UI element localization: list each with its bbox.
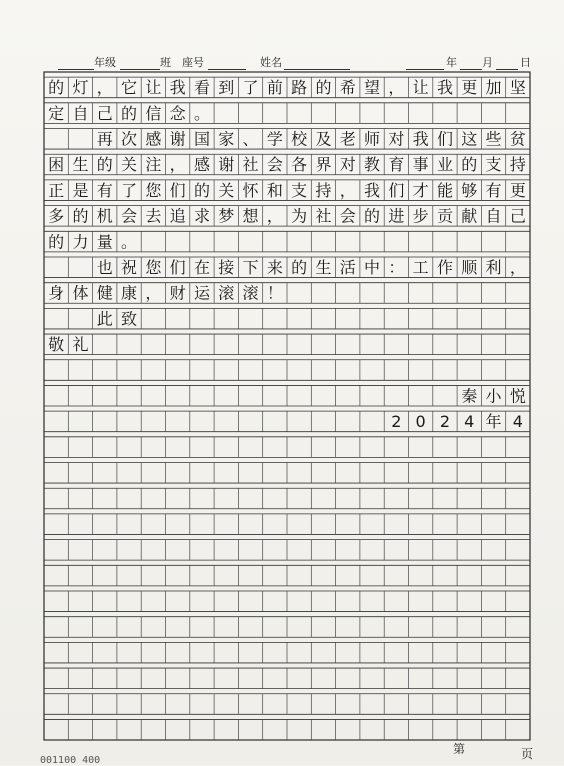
handwritten-char: 顺	[461, 258, 478, 278]
handwritten-char: 贫	[509, 129, 526, 149]
page-suffix-label: 页	[521, 747, 534, 761]
handwritten-char: 次	[121, 129, 138, 149]
handwritten-char: 让	[412, 78, 429, 98]
handwritten-char: 对	[388, 129, 405, 149]
handwritten-char: 看	[193, 78, 210, 98]
handwritten-char: ，	[388, 78, 405, 98]
handwritten-char: 怀	[242, 180, 259, 200]
handwritten-char: 2	[391, 412, 402, 432]
handwritten-char: 接	[218, 258, 235, 278]
handwritten-char: 我	[412, 129, 429, 149]
handwritten-char: 关	[121, 155, 138, 175]
handwritten-char: 更	[461, 78, 478, 98]
handwritten-char: 及	[315, 129, 332, 149]
handwritten-char: 校	[291, 129, 308, 149]
handwritten-char: 0	[415, 412, 426, 432]
day-label: 日	[520, 56, 531, 69]
handwritten-char: 4	[464, 412, 475, 432]
handwritten-char: 我	[364, 180, 381, 200]
handwritten-char: 社	[242, 155, 259, 175]
handwritten-char: 工	[412, 258, 429, 278]
handwritten-char: 财	[169, 283, 186, 303]
handwritten-char: 梦	[218, 206, 235, 226]
grade-label: 年级	[94, 56, 116, 69]
handwritten-char: 师	[364, 129, 381, 149]
handwritten-char: 家	[218, 129, 235, 149]
handwritten-char: 路	[291, 78, 308, 98]
handwritten-char: 为	[291, 206, 308, 226]
handwritten-char: 进	[388, 206, 405, 226]
handwritten-char: 我	[436, 78, 453, 98]
handwritten-char: 的	[48, 232, 65, 252]
handwritten-char: 致	[121, 309, 138, 329]
handwritten-char: 了	[242, 78, 259, 98]
handwritten-char: 步	[412, 206, 429, 226]
handwritten-char: 够	[461, 180, 478, 200]
handwritten-char: 、	[242, 129, 259, 149]
handwritten-char: 持	[315, 180, 332, 200]
handwritten-char: 己	[96, 103, 113, 123]
handwritten-char: 求	[193, 206, 210, 226]
handwritten-char: 的	[291, 258, 308, 278]
handwritten-char: 的	[193, 180, 210, 200]
handwritten-char: 。	[121, 232, 138, 252]
handwritten-char: 国	[193, 129, 210, 149]
handwritten-char: 定	[48, 103, 65, 123]
handwritten-char: 2	[439, 412, 451, 432]
handwritten-char: 滚	[218, 283, 235, 303]
handwritten-char: 望	[364, 78, 381, 98]
handwritten-char: 了	[121, 180, 138, 200]
handwritten-char: 学	[266, 129, 283, 149]
handwritten-char: 界	[315, 155, 332, 175]
handwritten-char: 们	[169, 258, 186, 278]
name-label: 姓名	[260, 56, 282, 69]
handwritten-char: 支	[485, 155, 502, 175]
handwritten-char: 利	[485, 258, 502, 278]
handwritten-char: 谢	[218, 155, 235, 175]
handwritten-char: 会	[266, 155, 283, 175]
handwritten-char: 礼	[72, 335, 89, 355]
handwritten-char: 社	[315, 206, 332, 226]
handwritten-char: 的	[364, 206, 381, 226]
handwritten-char: 更	[509, 180, 526, 200]
handwritten-char: 们	[388, 180, 405, 200]
handwritten-char: 的	[48, 78, 65, 98]
handwritten-char: 小	[485, 386, 502, 406]
handwritten-char: 活	[339, 258, 356, 278]
handwritten-char: ！	[266, 283, 283, 303]
handwritten-char: 我	[169, 78, 186, 98]
handwritten-char: ，	[339, 180, 356, 200]
handwritten-char: 才	[412, 180, 429, 200]
handwritten-char: 前	[266, 78, 283, 98]
handwritten-char: 想	[242, 206, 259, 226]
handwritten-char: 的	[315, 78, 332, 98]
handwritten-char: 祝	[121, 258, 138, 278]
handwritten-char: 有	[96, 180, 113, 200]
handwritten-char: 些	[485, 129, 502, 149]
handwritten-char: 关	[218, 180, 235, 200]
handwritten-char: 作	[436, 258, 453, 278]
handwritten-char: 去	[145, 206, 162, 226]
handwritten-char: 注	[145, 155, 162, 175]
handwritten-char: 秦	[461, 386, 478, 406]
class-label: 班	[160, 56, 171, 69]
handwritten-char: 。	[193, 103, 210, 123]
handwritten-char: 身	[48, 283, 65, 303]
handwritten-char: 力	[72, 232, 89, 252]
handwritten-char: 的	[96, 155, 113, 175]
handwritten-char: 也	[96, 258, 113, 278]
handwritten-char: 量	[96, 232, 113, 252]
handwritten-char: 康	[121, 283, 138, 303]
handwritten-char: 会	[121, 206, 138, 226]
handwritten-char: 支	[291, 180, 308, 200]
handwritten-char: 生	[72, 155, 89, 175]
handwritten-char: 献	[461, 206, 478, 226]
handwritten-char: 的	[121, 103, 138, 123]
handwritten-char: 感	[145, 129, 162, 149]
handwritten-char: 到	[218, 78, 235, 98]
handwritten-char: 4	[512, 412, 523, 432]
handwritten-char: ，	[169, 155, 186, 175]
handwritten-char: 会	[339, 206, 356, 226]
handwritten-char: 机	[96, 206, 113, 226]
handwritten-char: 健	[96, 283, 113, 303]
handwritten-char: 持	[509, 155, 526, 175]
month-label: 月	[482, 56, 493, 69]
handwritten-char: 能	[436, 180, 453, 200]
handwritten-char: 自	[485, 206, 502, 226]
handwritten-char: 来	[266, 258, 283, 278]
handwritten-char: 困	[48, 155, 65, 175]
handwritten-char: 让	[145, 78, 162, 98]
handwritten-char: 追	[169, 206, 186, 226]
handwritten-char: 敬	[48, 335, 65, 355]
handwritten-char: 加	[485, 78, 502, 98]
handwritten-char: 您	[145, 180, 162, 200]
handwritten-char: 育	[388, 155, 405, 175]
handwritten-char: 悦	[509, 386, 526, 406]
handwritten-char: 中	[364, 258, 381, 278]
handwritten-char: 在	[193, 258, 210, 278]
handwritten-char: ，	[509, 258, 526, 278]
handwritten-char: 这	[461, 129, 478, 149]
handwritten-char: 信	[145, 103, 162, 123]
handwritten-char: ，	[96, 78, 113, 98]
handwritten-char: 灯	[72, 78, 89, 98]
handwritten-char: 念	[169, 103, 186, 123]
handwritten-char: 有	[485, 180, 502, 200]
seat-label: 座号	[182, 56, 204, 69]
handwritten-char: 和	[266, 180, 283, 200]
handwritten-char: 己	[509, 206, 526, 226]
corner-code: 001100 400	[40, 755, 101, 766]
handwritten-char: 老	[339, 129, 356, 149]
handwritten-char: 事	[412, 155, 429, 175]
handwritten-char: 自	[72, 103, 89, 123]
handwritten-char: 再	[96, 129, 113, 149]
handwritten-char: 的	[461, 155, 478, 175]
handwritten-char: 们	[169, 180, 186, 200]
handwritten-char: 生	[315, 258, 332, 278]
handwritten-char: 滚	[242, 283, 259, 303]
handwritten-char: 各	[291, 155, 308, 175]
handwritten-char: ，	[266, 206, 283, 226]
handwritten-char: 业	[436, 155, 453, 175]
grid-lines	[44, 72, 530, 740]
handwritten-char: 的	[72, 206, 89, 226]
handwritten-char: 贡	[436, 206, 453, 226]
handwritten-char: 您	[145, 258, 162, 278]
handwritten-char: 年	[485, 412, 502, 432]
handwritten-char: ：	[388, 258, 405, 278]
handwritten-char: 谢	[169, 129, 186, 149]
handwritten-char: 对	[339, 155, 356, 175]
handwritten-char: 多	[48, 206, 65, 226]
handwritten-char: 教	[364, 155, 381, 175]
year-label: 年	[446, 56, 457, 69]
handwritten-char: 此	[96, 309, 113, 329]
handwritten-char: 希	[339, 78, 356, 98]
handwritten-char: 运	[193, 283, 210, 303]
handwritten-char: 们	[436, 129, 453, 149]
page-prefix-label: 第	[453, 742, 466, 756]
handwritten-char: 坚	[509, 78, 526, 98]
handwritten-char: 它	[121, 78, 138, 98]
handwritten-char: 是	[72, 180, 89, 200]
handwritten-char: ，	[145, 283, 162, 303]
handwritten-char: 感	[193, 155, 210, 175]
handwritten-char: 下	[242, 258, 259, 278]
handwritten-char: 正	[48, 180, 65, 200]
handwritten-char: 体	[72, 283, 89, 303]
